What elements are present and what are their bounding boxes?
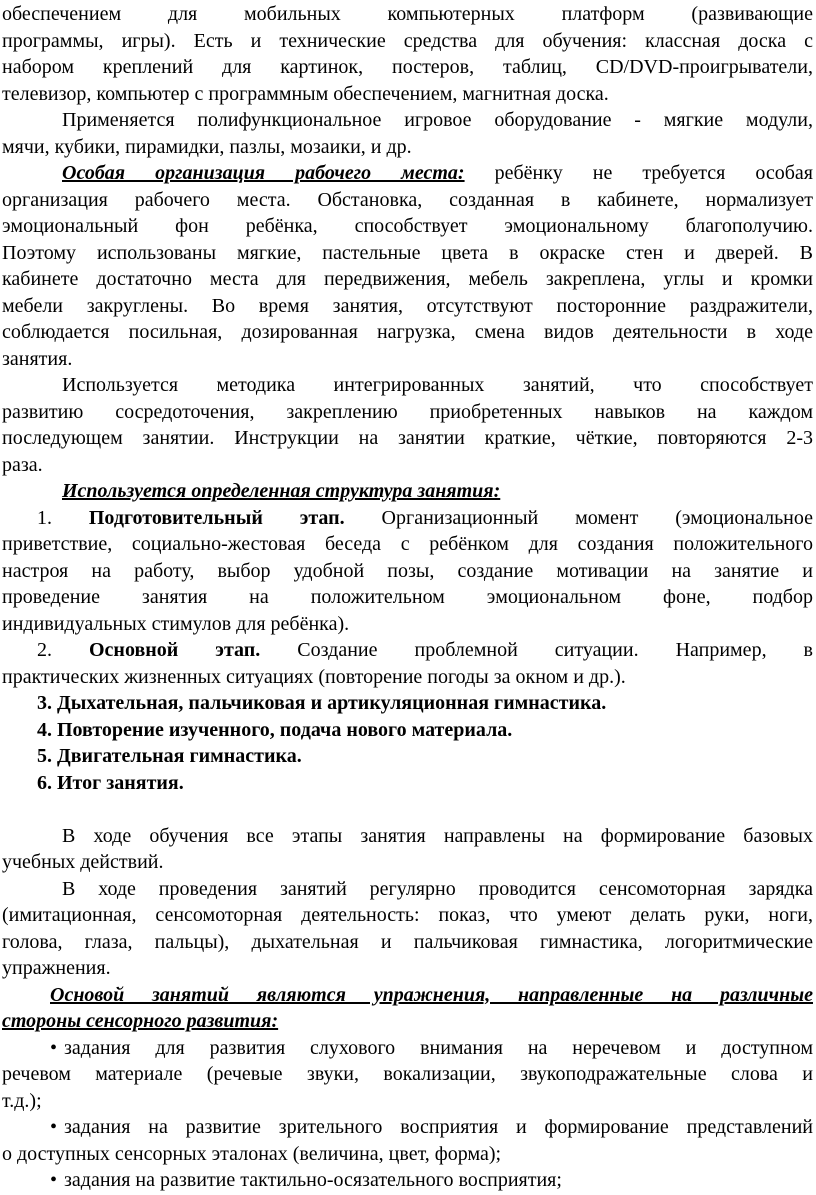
text-run: эмоциональный фон ребёнка, способствует эмоциональному благополучию. xyxy=(2,215,813,237)
text-run: Поэтому использованы мягкие, пастельные цвета в окраске стен и дверей. В xyxy=(2,241,813,264)
text-line xyxy=(2,1167,813,1194)
text-line xyxy=(2,81,813,108)
text-line xyxy=(2,187,813,214)
text-line xyxy=(2,531,813,558)
text-line xyxy=(2,1,813,28)
text-line xyxy=(2,849,813,876)
text-run: В ходе проведения занятий регулярно проводится сенсомоторная зарядка xyxy=(62,877,813,900)
text-line xyxy=(2,213,813,240)
text-run: телевизор, компьютер с программным обеспечением, магнитная доска. xyxy=(2,82,609,105)
emphasized-heading-text: стороны сенсорного развития: xyxy=(2,1010,279,1032)
text-run: занятия. xyxy=(2,347,73,370)
text-line xyxy=(2,1035,813,1062)
text-run: последующем занятии. Инструкции на занятии краткие, чёткие, повторяются 2-3 xyxy=(2,427,813,449)
text-run: ребёнку не требуется особая xyxy=(464,162,813,184)
text-line xyxy=(2,452,813,479)
document-page xyxy=(2,1,813,1194)
paragraph xyxy=(2,107,813,160)
text-run: настроя на работу, выбор удобной позы, создание мотивации на занятие и xyxy=(2,559,813,582)
text-line xyxy=(2,664,813,691)
text-run: мячи, кубики, пирамидки, пазлы, мозаики, и др. xyxy=(2,135,412,158)
text-line xyxy=(2,478,813,505)
section-heading xyxy=(2,982,813,1035)
bullet-icon: • xyxy=(50,1169,58,1191)
section-heading xyxy=(2,478,813,505)
text-run: соблюдается посильная, дозированная нагрузка, смена видов деятельности в ходе xyxy=(2,321,813,343)
text-run: обеспечением для мобильных компьютерных платформ (развивающие xyxy=(2,3,813,25)
text-run: 1. xyxy=(37,506,89,529)
text-line xyxy=(2,955,813,982)
text-run: раза. xyxy=(2,453,43,476)
text-run: программы, игры). Есть и технические средства для обучения: классная доска с xyxy=(2,29,813,52)
text-line xyxy=(2,637,813,664)
text-run: организация рабочего места. Обстановка, созданная в кабинете, нормализует xyxy=(2,188,813,211)
list-item xyxy=(2,717,813,744)
text-line xyxy=(2,372,813,399)
text-run: т.д.); xyxy=(2,1089,42,1112)
text-line xyxy=(2,876,813,903)
paragraph xyxy=(2,876,813,982)
text-run: приветствие, социально-жестовая беседа с ребёнком для создания положительного xyxy=(2,533,813,555)
emphasized-heading-text: Особая организация рабочего места: xyxy=(62,162,465,184)
text-line xyxy=(2,1008,813,1035)
text-line xyxy=(2,266,813,293)
text-line xyxy=(2,160,813,187)
text-line xyxy=(2,1141,813,1168)
text-line xyxy=(2,743,813,770)
text-line xyxy=(2,1114,813,1141)
blank-line xyxy=(2,796,813,823)
bullet-item xyxy=(2,1167,813,1194)
bullet-icon: • xyxy=(50,1116,58,1138)
text-run: упражнения. xyxy=(2,957,111,979)
bold-text: 3. Дыхательная, пальчиковая и артикуляционная гимнастика. xyxy=(37,692,607,714)
text-run: Создание проблемной ситуации. Например, в xyxy=(260,639,814,661)
text-line xyxy=(2,717,813,744)
bold-text: 4. Повторение изученного, подача нового материала. xyxy=(37,718,513,741)
paragraph xyxy=(2,1,813,107)
list-item xyxy=(2,505,813,638)
text-run: Используется методика интегрированных занятий, что способствует xyxy=(62,374,813,396)
text-run: (имитационная, сенсомоторная деятельность: показ, что умеют делать руки, ноги, xyxy=(2,904,813,926)
list-item xyxy=(2,637,813,690)
text-line xyxy=(2,611,813,638)
text-run: задания для развития слухового внимания на неречевом и доступном xyxy=(64,1036,813,1059)
bold-text: 5. Двигательная гимнастика. xyxy=(37,745,302,767)
text-line xyxy=(2,319,813,346)
text-run: речевом материале (речевые звуки, вокализации, звукоподражательные слова и xyxy=(2,1063,813,1085)
text-line xyxy=(2,982,813,1009)
emphasized-heading-text: Основой занятий являются упражнения, направленные на различные xyxy=(50,983,813,1006)
text-line xyxy=(2,823,813,850)
bullet-item xyxy=(2,1114,813,1167)
text-line xyxy=(2,399,813,426)
text-line xyxy=(2,584,813,611)
text-line xyxy=(2,54,813,81)
text-line xyxy=(2,558,813,585)
list-item xyxy=(2,770,813,797)
bold-text: Основной этап. xyxy=(89,639,261,661)
text-line xyxy=(2,107,813,134)
list-item xyxy=(2,690,813,717)
text-run: о доступных сенсорных эталонах (величина, цвет, форма); xyxy=(2,1142,502,1165)
list-item xyxy=(2,743,813,770)
text-line xyxy=(2,134,813,161)
paragraph xyxy=(2,160,813,372)
text-line xyxy=(2,293,813,320)
paragraph xyxy=(2,823,813,876)
text-line xyxy=(2,929,813,956)
text-line xyxy=(2,902,813,929)
text-run: задания на развитие тактильно-осязательного восприятия; xyxy=(64,1169,562,1191)
text-run: индивидуальных стимулов для ребёнка). xyxy=(2,612,350,635)
text-line xyxy=(2,1088,813,1115)
text-line xyxy=(2,425,813,452)
text-run: Применяется полифункциональное игровое оборудование - мягкие модули, xyxy=(62,109,813,131)
text-line xyxy=(2,505,813,532)
text-run: развитию сосредоточения, закреплению приобретенных навыков на каждом xyxy=(2,400,813,423)
text-line xyxy=(2,346,813,373)
text-run: набором креплений для картинок, постеров, таблиц, CD/DVD-проигрыватели, xyxy=(2,56,813,78)
text-run: 2. xyxy=(37,639,89,661)
text-line xyxy=(2,770,813,797)
bold-text: Подготовительный этап. xyxy=(88,506,345,529)
text-run: учебных действий. xyxy=(2,851,164,873)
text-line xyxy=(2,240,813,267)
bold-text: 6. Итог занятия. xyxy=(37,771,184,794)
text-run: задания на развитие зрительного восприятия и формирование представлений xyxy=(64,1116,813,1138)
text-run: практических жизненных ситуациях (повторение погоды за окном и др.). xyxy=(2,665,626,688)
emphasized-heading-text: Используется определенная структура занятия: xyxy=(62,480,501,502)
text-line xyxy=(2,690,813,717)
text-run: Организационный момент (эмоциональное xyxy=(344,506,814,529)
text-run: мебели закруглены. Во время занятия, отсутствуют посторонние раздражители, xyxy=(2,294,813,317)
text-line xyxy=(2,1061,813,1088)
text-run: голова, глаза, пальцы), дыхательная и пальчиковая гимнастика, логоритмические xyxy=(2,930,813,953)
text-run: проведение занятия на положительном эмоциональном фоне, подбор xyxy=(2,586,813,608)
bullet-item xyxy=(2,1035,813,1115)
bullet-icon: • xyxy=(50,1036,58,1059)
paragraph xyxy=(2,372,813,478)
text-run: В ходе обучения все этапы занятия направлены на формирование базовых xyxy=(62,824,813,847)
text-run: кабинете достаточно места для передвижения, мебель закреплена, углы и кромки xyxy=(2,268,813,290)
text-line xyxy=(2,28,813,55)
